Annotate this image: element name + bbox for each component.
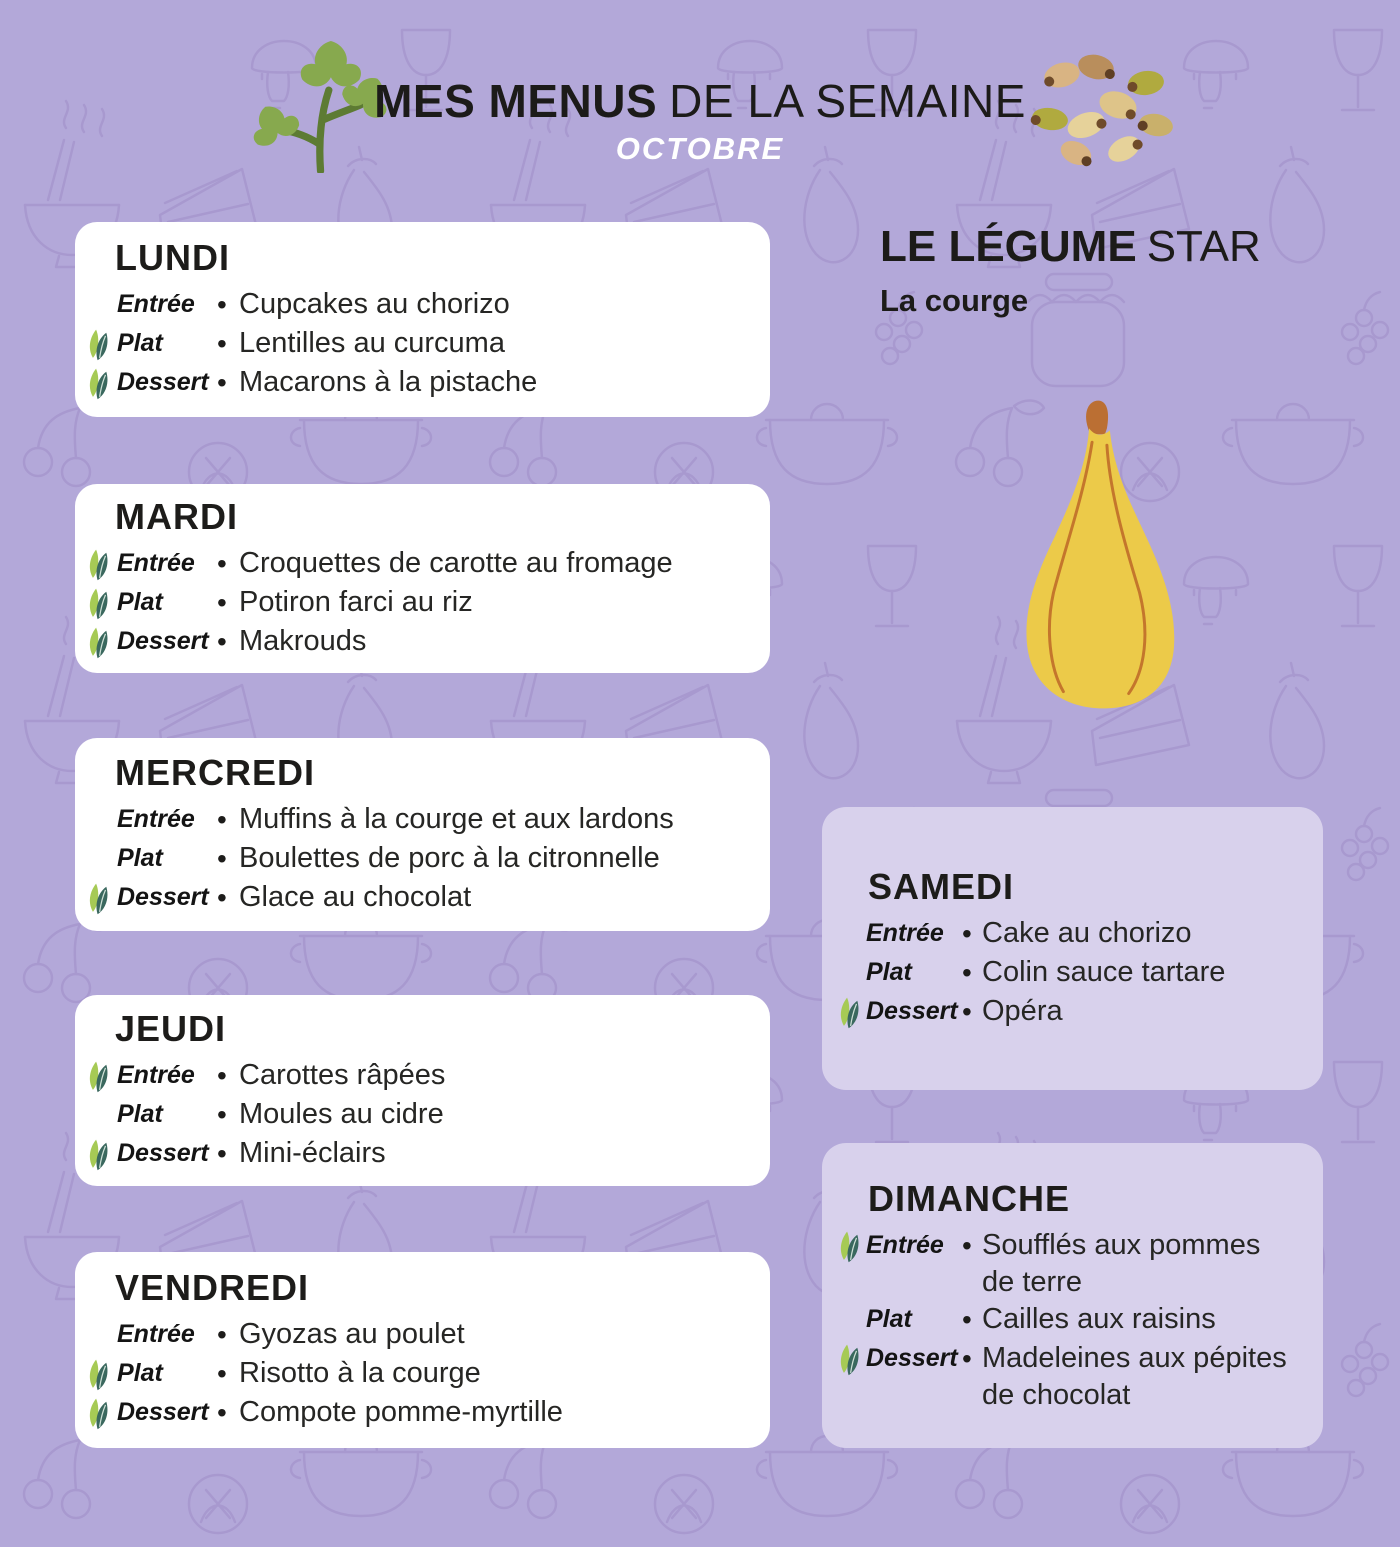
day-card-jeudi — [75, 995, 770, 1186]
course-label: Plat — [117, 328, 163, 357]
leaf-icon — [83, 328, 117, 361]
day-title: VENDREDI — [115, 1267, 310, 1308]
legume-star-subtitle: La courge — [880, 283, 1029, 318]
leaf-icon — [83, 1138, 117, 1171]
course-label: Plat — [117, 1099, 163, 1128]
menu-row — [83, 1135, 746, 1174]
dish-bullet: • — [217, 1098, 227, 1130]
course-label: Dessert — [117, 367, 209, 396]
page-title-light: DE LA SEMAINE — [669, 75, 1026, 127]
menu-row — [83, 623, 746, 662]
day-card-lundi — [75, 222, 770, 417]
menu-row — [836, 993, 1299, 1032]
page-title-bold: MES MENUS — [374, 75, 658, 127]
course-label: Entrée — [117, 289, 195, 318]
dish-bullet: • — [217, 1397, 227, 1428]
menu-row — [83, 1057, 746, 1096]
day-title: SAMEDI — [868, 865, 1015, 907]
dish-bullet: • — [962, 1342, 972, 1374]
course-label: Plat — [117, 587, 163, 616]
course-label: Entrée — [117, 548, 195, 577]
course-label: Entrée — [866, 1230, 944, 1259]
course-label: Entrée — [117, 1320, 195, 1348]
dish-bullet: • — [217, 1059, 227, 1091]
legume-star-title — [880, 222, 1261, 272]
dish-bullet: • — [217, 327, 227, 359]
dish-name: Moules au cidre — [239, 1097, 444, 1130]
dish-name: Makrouds — [239, 624, 367, 657]
course-label: Plat — [117, 1359, 163, 1387]
course-label: Dessert — [866, 1343, 958, 1372]
dish-name: Lentilles au curcuma — [239, 326, 505, 359]
leaf-icon — [83, 626, 117, 659]
dish-bullet: • — [217, 1137, 227, 1169]
leaf-icon — [83, 1358, 117, 1391]
day-title: DIMANCHE — [868, 1177, 1070, 1219]
menu-row — [83, 545, 746, 584]
dish-bullet: • — [217, 842, 227, 874]
menu-row — [83, 1355, 746, 1394]
leaf-icon — [836, 1230, 866, 1263]
course-label: Entrée — [117, 1060, 195, 1089]
dish-bullet: • — [962, 1303, 972, 1335]
page-title — [0, 74, 1400, 128]
dish-name: Compote pomme-myrtille — [239, 1396, 563, 1428]
dish-bullet: • — [217, 1319, 227, 1350]
day-card-vendredi — [75, 1252, 770, 1448]
leaf-icon — [836, 1343, 866, 1376]
dish-bullet: • — [962, 917, 972, 949]
menu-row — [83, 840, 746, 879]
day-title: LUNDI — [115, 236, 230, 278]
dish-bullet: • — [217, 288, 227, 320]
course-label: Dessert — [866, 996, 958, 1025]
dish-bullet: • — [217, 1358, 227, 1389]
dish-bullet: • — [962, 995, 972, 1027]
day-card-mercredi — [75, 738, 770, 931]
dish-bullet: • — [962, 1229, 972, 1261]
day-card-samedi — [822, 807, 1323, 1090]
dish-name: Macarons à la pistache — [239, 365, 538, 398]
dish-name: Carottes râpées — [239, 1058, 446, 1091]
squash-icon — [1005, 398, 1193, 716]
course-label: Plat — [866, 957, 912, 986]
leaf-icon — [83, 882, 117, 915]
dish-name: Risotto à la courge — [239, 1357, 481, 1389]
dish-name: Boulettes de porc à la citronnelle — [239, 841, 660, 874]
dish-name: Croquettes de carotte au fromage — [239, 546, 673, 579]
dish-name: Madeleines aux pépites de chocolat — [982, 1341, 1287, 1411]
menu-row — [836, 915, 1299, 954]
dish-name: Muffins à la courge et aux lardons — [239, 802, 674, 835]
day-card-mardi — [75, 484, 770, 673]
day-title: JEUDI — [115, 1007, 227, 1049]
leaf-icon — [83, 1397, 117, 1430]
menu-row — [83, 1316, 746, 1355]
dish-name: Opéra — [982, 994, 1063, 1027]
menu-row — [83, 325, 746, 364]
course-label: Dessert — [117, 882, 209, 911]
dish-name: Cake au chorizo — [982, 916, 1192, 949]
dish-name: Gyozas au poulet — [239, 1318, 465, 1350]
leaf-icon — [83, 1060, 117, 1093]
seeds-icon — [1028, 45, 1183, 170]
day-title: MERCREDI — [115, 751, 316, 793]
course-label: Dessert — [117, 1398, 209, 1426]
dish-name: Cupcakes au chorizo — [239, 287, 510, 320]
legume-star-title-light: STAR — [1146, 222, 1261, 271]
day-title: MARDI — [115, 495, 238, 537]
menu-row — [836, 954, 1299, 993]
course-label: Entrée — [117, 804, 195, 833]
menu-row — [83, 801, 746, 840]
leaf-icon — [83, 367, 117, 400]
course-label: Dessert — [117, 1138, 209, 1167]
menu-row — [83, 584, 746, 623]
dish-name: Mini-éclairs — [239, 1136, 386, 1169]
menu-row — [836, 1340, 1299, 1414]
course-label: Entrée — [866, 918, 944, 947]
dish-bullet: • — [962, 956, 972, 988]
dish-bullet: • — [217, 803, 227, 835]
menu-row — [83, 364, 746, 403]
menu-row — [83, 879, 746, 918]
leaf-icon — [836, 996, 866, 1029]
page-month: OCTOBRE — [615, 131, 785, 166]
day-card-dimanche — [822, 1143, 1323, 1448]
leaf-icon — [83, 548, 117, 581]
dish-bullet: • — [217, 586, 227, 618]
dish-name: Colin sauce tartare — [982, 955, 1226, 988]
dish-name: Cailles aux raisins — [982, 1302, 1216, 1335]
dish-bullet: • — [217, 547, 227, 579]
menu-row — [83, 1394, 746, 1433]
dish-name: Potiron farci au riz — [239, 585, 473, 618]
leaf-icon — [83, 587, 117, 620]
course-label: Plat — [866, 1304, 912, 1333]
dish-bullet: • — [217, 366, 227, 398]
course-label: Dessert — [117, 626, 209, 655]
course-label: Plat — [117, 843, 163, 872]
menu-row — [83, 286, 746, 325]
menu-row — [83, 1096, 746, 1135]
dish-bullet: • — [217, 881, 227, 913]
dish-bullet: • — [217, 625, 227, 657]
menu-row — [836, 1227, 1299, 1301]
menu-row — [836, 1301, 1299, 1340]
legume-star-title-bold: LE LÉGUME — [880, 222, 1137, 271]
dish-name: Glace au chocolat — [239, 880, 472, 913]
dish-name: Soufflés aux pommes de terre — [982, 1228, 1261, 1298]
